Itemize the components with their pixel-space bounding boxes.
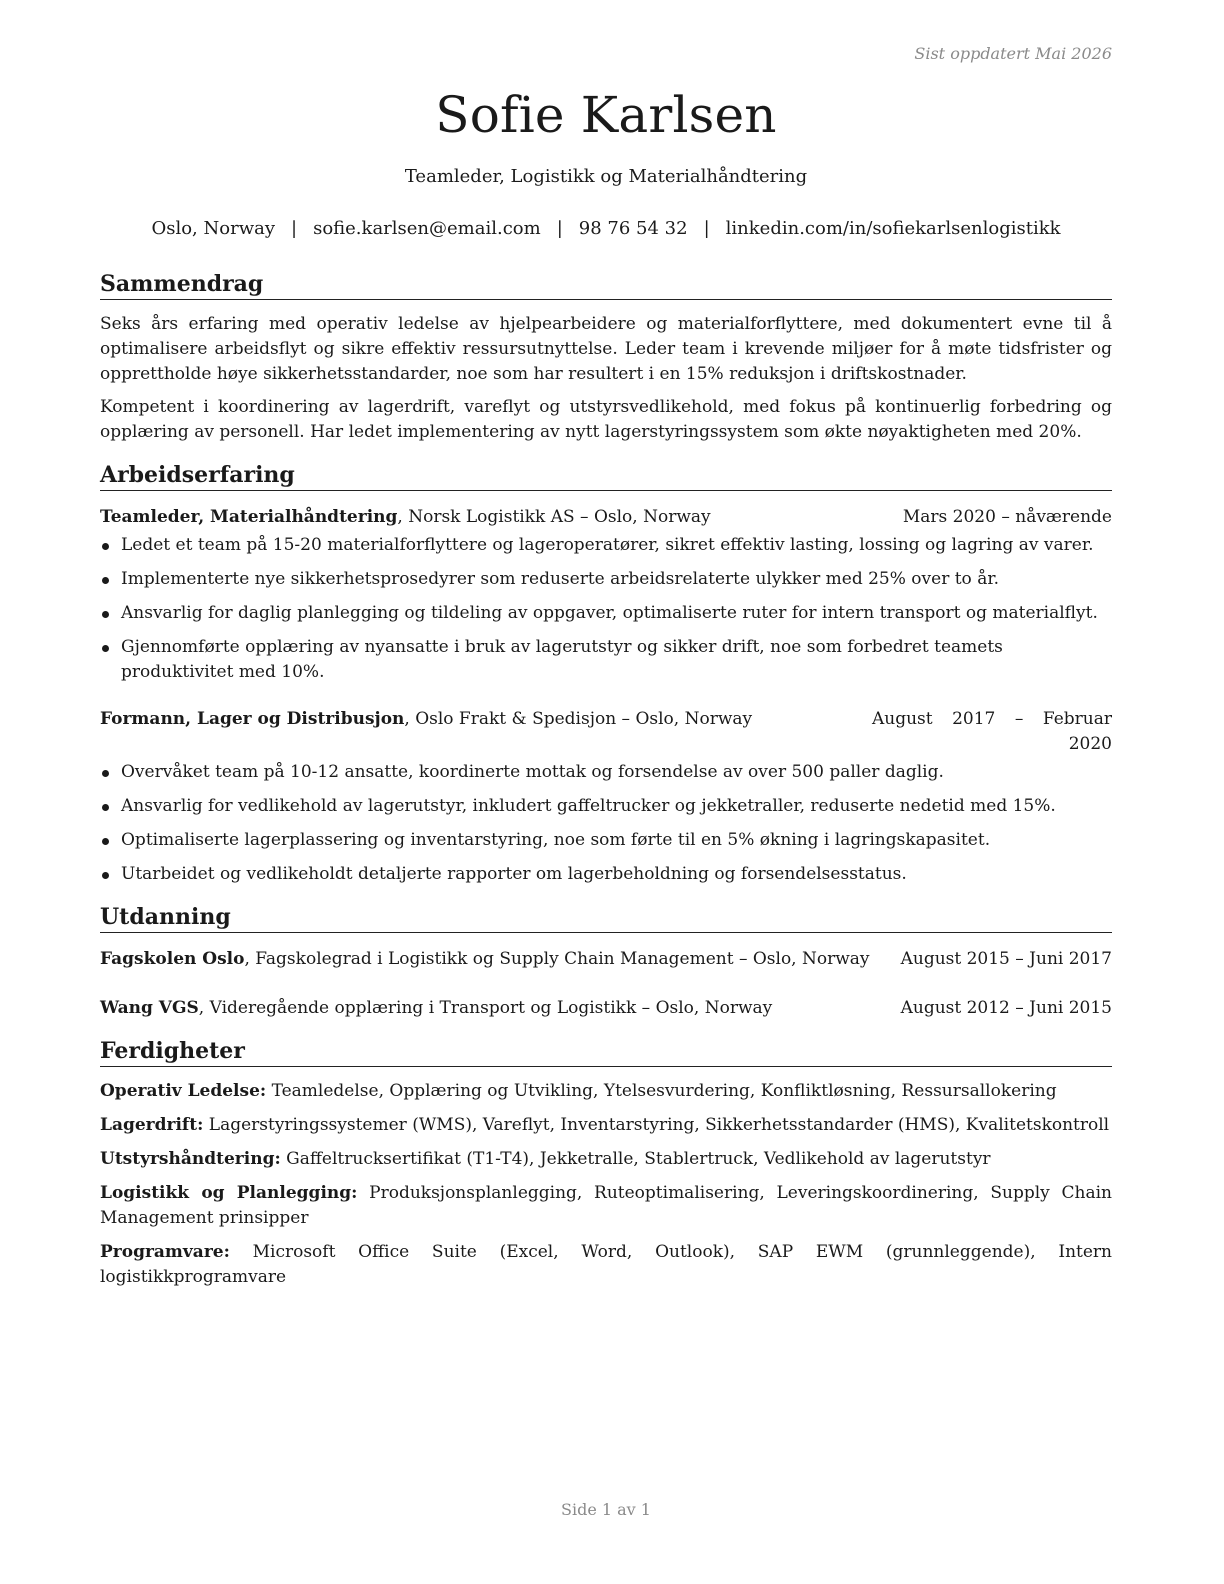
skill-value: Microsoft Office Suite (Excel, Word, Outlook), SAP EWM (grunnleggende), Intern logistikkprogramvare [100,1242,1112,1287]
candidate-role: Teamleder, Logistikk og Materialhåndtering [404,166,808,187]
job-header [100,707,1112,757]
skill-value: Gaffeltrucksertifikat (T1-T4), Jekketralle, Stablertruck, Vedlikehold av lagerutstyr [280,1149,991,1169]
list-item: Ansvarlig for daglig planlegging og tildeling av oppgaver, optimaliserte ruter for intern transport og materialflyt. [100,601,1112,626]
skill-label: Programvare: [100,1242,230,1262]
skill-line [100,1181,1112,1231]
job-dates: August 2017 – Februar 2020 [872,709,1112,754]
list-item: Optimaliserte lagerplassering og inventarstyring, noe som førte til en 5% økning i lagringskapasitet. [100,828,1112,853]
section-title-experience: Arbeidserfaring [100,461,1112,491]
skill-line [100,1113,1112,1138]
education-detail: , Videregående opplæring i Transport og Logistikk – Oslo, Norway [198,998,773,1018]
education-detail: , Fagskolegrad i Logistikk og Supply Chain Management – Oslo, Norway [244,949,870,969]
job-dates: Mars 2020 – nåværende [902,507,1112,527]
section-title-skills: Ferdigheter [100,1037,1112,1067]
skill-label: Lagerdrift: [100,1115,204,1135]
education-school: Wang VGS [100,998,199,1018]
summary-paragraph: Kompetent i koordinering av lagerdrift, vareflyt og utstyrsvedlikehold, med fokus på kontinuerlig forbedring og opplæring av personell. Har ledet implementering av nytt lagerstyringssystem som økte nøyaktigheten med 20%. [100,397,1112,442]
contact-separator: | [703,218,710,239]
job-entry [100,505,1112,685]
skill-line [100,1147,1112,1172]
education-dates: August 2015 – Juni 2017 [900,949,1112,969]
contact-separator: | [291,218,298,239]
list-item: Overvåket team på 10-12 ansatte, koordinerte mottak og forsendelse av over 500 paller daglig. [100,760,1112,785]
skill-label: Logistikk og Planlegging: [100,1183,358,1203]
page-number: Side 1 av 1 [561,1500,651,1519]
skill-label: Operativ Ledelse: [100,1081,267,1101]
list-item: Ledet et team på 15-20 materialforflyttere og lageroperatører, sikret effektiv lasting, lossing og lagring av varer. [100,533,1112,558]
contact-phone: 98 76 54 32 [578,218,688,239]
list-item: Ansvarlig for vedlikehold av lagerutstyr, inkludert gaffeltrucker og jekketraller, reduserte nedetid med 15%. [100,794,1112,819]
education-school: Fagskolen Oslo [100,949,245,969]
skills-section [100,1037,1112,1290]
experience-section [100,461,1112,887]
summary-paragraph: Seks års erfaring med operativ ledelse av hjelpearbeidere og materialforflyttere, med dokumentert evne til å optimalisere arbeidsflyt og sikre effektiv ressursutnyttelse. Leder team i krevende miljøer for å møte tidsfrister og opprettholde høye sikkerhetsstandarder, noe som har resultert i en 15% reduksjon i driftskostnader. [100,314,1112,384]
education-entry [100,947,1112,972]
job-bullets [100,760,1112,887]
job-position: Formann, Lager og Distribusjon [100,709,405,729]
last-updated: Sist oppdatert Mai 2026 [914,44,1112,63]
contact-separator: | [556,218,563,239]
skill-value: Teamledelse, Opplæring og Utvikling, Ytelsesvurdering, Konfliktløsning, Ressursallokering [266,1081,1057,1101]
job-header [100,505,1112,530]
list-item: Gjennomførte opplæring av nyansatte i bruk av lagerutstyr og sikker drift, noe som forbedret teamets produktivitet med 10%. [100,635,1112,685]
job-bullets [100,533,1112,685]
skill-value: Produksjonsplanlegging, Ruteoptimalisering, Leveringskoordinering, Supply Chain Management prinsipper [100,1183,1112,1228]
candidate-name: Sofie Karlsen [435,86,777,144]
job-position: Teamleder, Materialhåndtering [100,507,398,527]
job-company: , Oslo Frakt & Spedisjon – Oslo, Norway [404,709,753,729]
skill-line [100,1240,1112,1290]
resume-content [100,270,1112,1290]
education-dates: August 2012 – Juni 2015 [900,998,1112,1018]
contact-location: Oslo, Norway [151,218,275,239]
job-entry [100,707,1112,887]
summary-section [100,270,1112,445]
resume-page [100,0,1112,1584]
job-company: , Norsk Logistikk AS – Oslo, Norway [397,507,711,527]
education-section [100,903,1112,1021]
skill-value: Lagerstyringssystemer (WMS), Vareflyt, Inventarstyring, Sikkerhetsstandarder (HMS), Kvalitetskontroll [203,1115,1110,1135]
skill-line [100,1079,1112,1104]
section-title-education: Utdanning [100,903,1112,933]
contact-email[interactable]: sofie.karlsen@email.com [313,218,541,239]
section-title-summary: Sammendrag [100,270,1112,300]
list-item: Utarbeidet og vedlikeholdt detaljerte rapporter om lagerbeholdning og forsendelsesstatus. [100,862,1112,887]
education-entry [100,996,1112,1021]
contact-linkedin[interactable]: linkedin.com/in/sofiekarlsenlogistikk [725,218,1061,239]
contact-line [100,218,1112,239]
list-item: Implementerte nye sikkerhetsprosedyrer som reduserte arbeidsrelaterte ulykker med 25% over to år. [100,567,1112,592]
skill-label: Utstyrshåndtering: [100,1149,281,1169]
